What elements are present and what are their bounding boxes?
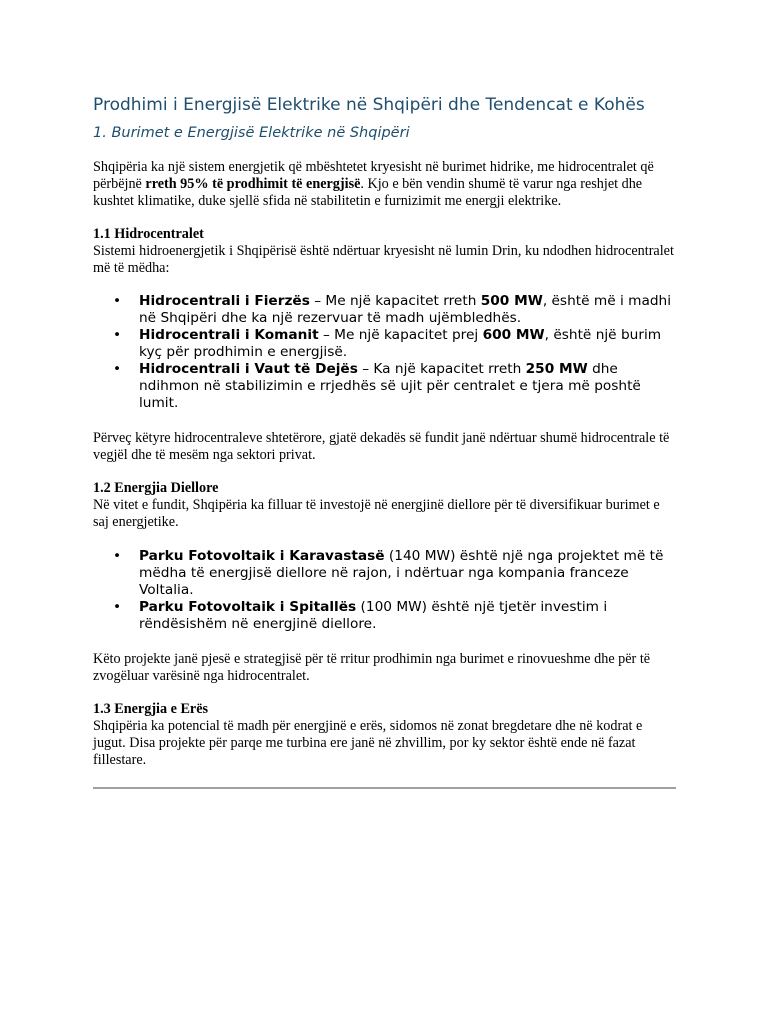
- bullet-icon: •: [113, 327, 122, 344]
- item-text: , është një burim kyç për prodhimin e energjisë.: [139, 327, 662, 361]
- hydro-heading: 1.1 Hidrocentralet: [93, 225, 204, 242]
- wind-heading: 1.3 Energjia e Erës: [93, 700, 209, 717]
- bullet-icon: •: [113, 547, 122, 564]
- section-subtitle: 1. Burimet e Energjisë Elektrike në Shqipëri: [93, 125, 410, 141]
- item-text: (100 MW) është një tjetër investim i rëndësishëm në energjinë diellore.: [139, 598, 608, 632]
- bullet-icon: •: [113, 361, 122, 378]
- bullet-icon: •: [113, 293, 122, 310]
- list-item: [93, 361, 676, 412]
- intro-text-after: . Kjo e bën vendin shumë të varur nga reshjet dhe kushtet klimatike, duke sjellë sfida në stabilitetin e furnizimit me energji elektrike.: [93, 175, 643, 209]
- item-text: , është më i madhi në Shqipëri dhe ka një rezervuar të madh ujëmbledhës.: [139, 293, 672, 327]
- park-name: Parku Fotovoltaik i Spitallës: [139, 598, 357, 615]
- solar-list: [93, 548, 676, 633]
- hydro-outro: Përveç këtyre hidrocentraleve shtetërore, gjatë dekadës së fundit janë ndërtuar shumë hidrocentrale të vegjël dhe të mesëm nga sektori privat.: [93, 430, 670, 464]
- bullet-icon: •: [113, 598, 122, 615]
- list-item: [93, 548, 676, 599]
- hydro-list: [93, 293, 676, 412]
- plant-capacity: 600 MW: [482, 327, 545, 344]
- plant-capacity: 500 MW: [480, 293, 543, 310]
- solar-heading: 1.2 Energjia Diellore: [93, 480, 219, 497]
- item-text: – Me një kapacitet prej: [318, 327, 483, 344]
- list-item: [93, 293, 676, 327]
- solar-outro: Këto projekte janë pjesë e strategjisë për të rritur prodhimin nga burimet e rinovueshme dhe për të zvogëluar varësinë nga hidrocentralet.: [93, 650, 651, 684]
- list-item: [93, 327, 676, 361]
- wind-body: Shqipëria ka potencial të madh për energjinë e erës, sidomos në zonat bregdetare dhe në kodrat e jugut. Disa projekte për parqe me turbina ere janë në zhvillim, por ky sektor është ende në fazat fillestare.: [93, 717, 643, 768]
- document-page: [93, 94, 676, 789]
- list-item: [93, 599, 676, 633]
- plant-name: Hidrocentrali i Vaut të Dejës: [139, 361, 358, 378]
- intro-text-bold: rreth 95% të prodhimit të energjisë: [145, 175, 361, 192]
- item-text: dhe ndihmon në stabilizimin e rrjedhës së ujit për centralet e tjera më poshtë lumit.: [139, 361, 641, 412]
- solar-intro: Në vitet e fundit, Shqipëria ka filluar të investojë në energjinë diellore për të diversifikuar burimet e saj energjetike.: [93, 497, 660, 531]
- intro-paragraph: [93, 159, 676, 210]
- document-title: Prodhimi i Energjisë Elektrike në Shqipëri dhe Tendencat e Kohës: [93, 95, 645, 115]
- item-text: – Ka një kapacitet rreth: [357, 361, 526, 378]
- hydro-intro: Sistemi hidroenergjetik i Shqipërisë është ndërtuar kryesisht në lumin Drin, ku ndodhen hidrocentralet më të mëdha:: [93, 242, 674, 276]
- item-text: – Me një kapacitet rreth: [309, 293, 481, 310]
- section-divider: [93, 787, 676, 789]
- park-name: Parku Fotovoltaik i Karavastasë: [139, 547, 385, 564]
- intro-text-before: Shqipëria ka një sistem energjetik që mbështetet kryesisht në burimet hidrike, me hidrocentralet që përbëjnë: [93, 159, 654, 192]
- item-text: (140 MW) është një nga projektet më të mëdha të energjisë diellore në rajon, i ndërtuar nga kompania franceze Voltalia.: [139, 547, 664, 598]
- plant-name: Hidrocentrali i Komanit: [139, 327, 319, 344]
- plant-name: Hidrocentrali i Fierzës: [139, 293, 310, 310]
- plant-capacity: 250 MW: [525, 361, 588, 378]
